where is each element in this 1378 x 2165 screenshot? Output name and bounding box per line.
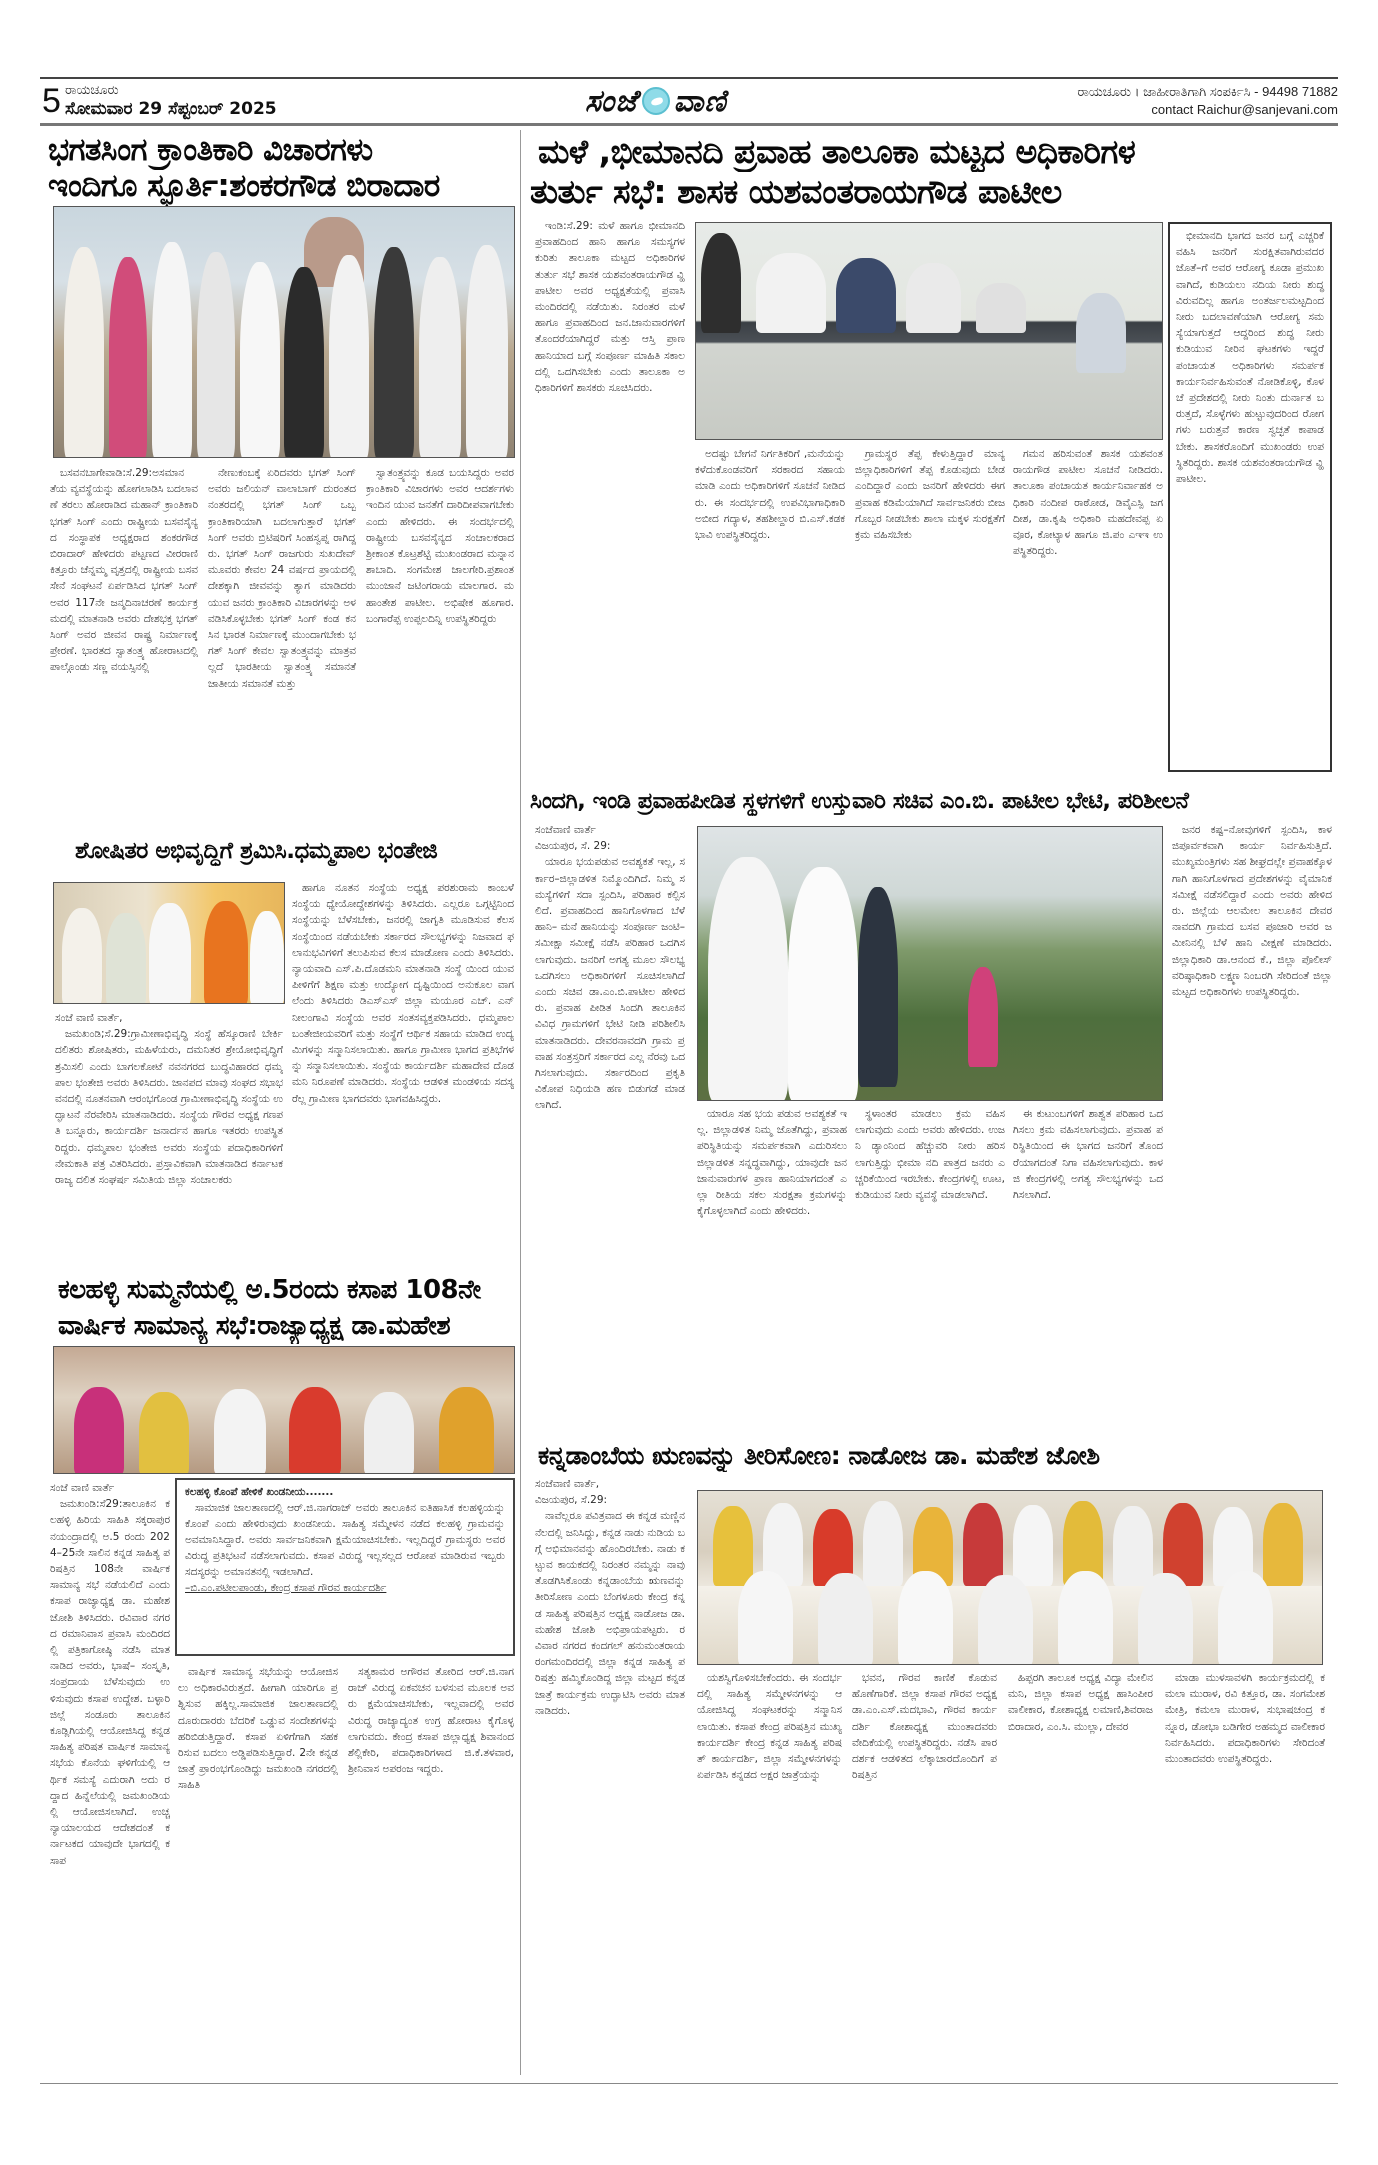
masthead-bottom-rule [40, 123, 1338, 126]
article-photo-kasapa-press-meet [53, 1346, 515, 1474]
edition-date: ಸೋಮವಾರ 29 ಸೆಪ್ಟಂಬರ್ 2025 [65, 99, 277, 119]
contact-email: contact Raichur@sanjevani.com [1151, 102, 1338, 117]
article-body-kasapa-col2: ವಾರ್ಷಿಕ ಸಾಮಾನ್ಯ ಸಭೆಯನ್ನು ಆಯೋಜಿಸಲು ಅಧಿಕಾರವಿರುತ್ತದೆ. ಹೀಗಾಗಿ ಯಾರಿಗೂ ಪ್ರಶ್ನಿಸುವ ಹಕ್ಕಿಲ್ಲ.ಸಾಮಾಜಿಕ ಜಾಲತಾಣದಲ್ಲಿ ದೂರುದಾರರು ಬೆದರಿಕೆ ಒಡ್ಡುವ ಸಂದೇಶಗಳನ್ನು ಹರಿಬಿಡುತ್ತಿದ್ದಾರೆ. ಕಸಾಪ ಏಳಿಗೆಗಾಗಿ ಸಹಕರಿಸುವ ಬದಲು ಅಡ್ಡಿಪಡಿಸುತ್ತಿದ್ದಾರೆ. 2ನೇ ಕನ್ನಡ ಜಾತ್ರೆ ಪ್ರಾರಂಭಗೊಂಡಿದ್ದು ಜಮಖಂಡಿ ನಗರದಲ್ಲಿ ಸಾಹಿತಿ [178, 1666, 338, 1792]
logo-text-right: ವಾಣಿ [673, 83, 727, 119]
article-body-kasapa-col3: ಸತ್ಯಕಾಮರ ಅಗೌರವ ತೋರಿದ ಆರ್.ಜಿ.ನಾಗರಾಜ್ ವಿರುದ್ಧ ಏಕವಚನ ಬಳಸುವ ಮೂಲಕ ಅವರು ಕ್ಷಮೆಯಾಚಿಸಬೇಕು, ಇಲ್ಲವಾದಲ್ಲಿ ಅವರ ವಿರುದ್ಧ ರಾಜ್ಯಾದ್ಯಂತ ಉಗ್ರ ಹೋರಾಟ ಕೈಗೊಳ್ಳಲಾಗುವದು. ಕೇಂದ್ರ ಕಸಾಪ ಜಿಲ್ಲಾಧ್ಯಕ್ಷ ಶಿವಾನಂದ ಶೆಲ್ಲಿಕೇರಿ, ಪದಾಧಿಕಾರಿಗಳಾದ ಜಿ.ಕೆ.ತಳವಾರ, ಶ್ರೀನಿವಾಸ ಅಪರಂಜ ಇದ್ದರು. [348, 1666, 514, 1776]
page-number: 5 [42, 82, 61, 120]
article-body-mahesh-joshi-col5: ಮಾಡಾ ಮುಳಸಾವಳಗಿ ಕಾರ್ಯಕ್ರಮದಲ್ಲಿ ಕಮಲಾ ಮುರಾಳ, ರವಿ ಕಿತ್ತೂರ, ಡಾ. ಸಂಗಮೇಶ ಮೇತ್ರಿ, ಕಮಲಾ ಮುರಾಳ, ಸುಭಾಷಚಂದ್ರ ಕನ್ನೂರ, ಡೋಭಾ ಬಡಿಗೇರ ಅಹಮ್ಮದ ವಾಲೀಕಾರ ನಿರ್ವಹಿಸಿದರು. ಪದಾಧಿಕಾರಿಗಳು ಸೇರಿದಂತೆ ಮುಂತಾದವರು ಉಪಸ್ಥಿತರಿದ್ದರು. [1165, 1672, 1325, 1766]
article-headline-mahesh-joshi: ಕನ್ನಡಾಂಬೆಯ ಋಣವನ್ನು ತೀರಿಸೋಣ: ನಾಡೋಜ ಡಾ. ಮಹೇಶ ಜೋಶಿ [538, 1441, 1100, 1470]
article-body-dhammapala-col1: ಸಂಜೆ ವಾಣಿ ವಾರ್ತೆ, ಜಮಖಂಡಿ;ಸೆ.29:ಗ್ರಾಮೀಣಾಭಿವೃದ್ಧಿ ಸಂಸ್ಥೆ ಹೆಸ್ಕೂರಾಣಿ ಬೇರ್ಕಿ ದಲಿತರು ಶೋಷಿತರು, ಮಹಿಳೆಯರು, ದಮನಿತರ ಶ್ರೇಯೋಭಿವೃದ್ಧಿಗೆ ಶ್ರಮಿಸಲಿ ಎಂದು ಬಾಗಲಕೋಟೆ ನವನಗರದ ಬುದ್ಧವಿಹಾರದ ಧಮ್ಮಪಾಲ ಭಂತೇಜಿ ಅವರು ತಿಳಿಸಿದರು. ಜಾನಪದ ಮಾವು ಸಂಘದ ಸಭಾಭವನದಲ್ಲಿ ನೂತನವಾಗಿ ಆರಂಭಗೊಂಡ ಗ್ರಾಮೀಣಾಭಿವೃದ್ಧಿ ಸಂಸ್ಥೆಯ ಉದ್ಘಾಟನೆ ನೆರವೇರಿಸಿ ಮಾತನಾಡಿದರು. ಸಂಸ್ಥೆಯ ಗೌರವ ಅಧ್ಯಕ್ಷ ಗಣಪತಿ ಬನ್ನೂರು, ಕಾರ್ಯದರ್ಶಿ ಜನಾರ್ದನ ಹಾಗೂ ಇತರರು ಉಪಸ್ಥಿತರಿದ್ದರು. ಧಮ್ಮಪಾಲ ಭಂತೇಜಿ ಅವರು ಸಂಸ್ಥೆಯ ಪದಾಧಿಕಾರಿಗಳಿಗೆ ನೇಮಕಾತಿ ಪತ್ರ ವಿತರಿಸಿದರು. ಪ್ರಸ್ತಾವಿಕವಾಗಿ ಮಾತನಾಡಿದ ಕರ್ನಾಟಕ ರಾಜ್ಯ ದಲಿತ ಸಂಘರ್ಷ ಸಮಿತಿಯ ಜಿಲ್ಲಾ ಸಂಚಾಲಕರು [55, 1012, 283, 1187]
article-place-date: ವಿಜಯಪುರ, ಸೆ. 29: [535, 840, 611, 853]
article-body-flood-meeting-col4: ಗಮನ ಹರಿಸುವಂತೆ ಶಾಸಕ ಯಶವಂತರಾಯಗೌಡ ಪಾಟೀಲ ಸೂಚನೆ ನೀಡಿದರು. ತಾಲೂಕಾ ಪಂಚಾಯತ ಕಾರ್ಯನಿರ್ವಾಹಕ ಅಧಿಕಾರಿ ನಂದೀಪ ರಾಠೋಡ, ಡಿವೈಎಸ್ಪಿ ಜಗದೀಶ, ಡಾ.ಕೃಷಿ ಅಧಿಕಾರಿ ಮಹದೇವಪ್ಪ ಏವೂರ, ಕೋಟ್ಯಾಳ ಹಾಗೂ ಜಿ.ಪಂ ಎಇಇ ಉಪಸ್ಥಿತರಿದ್ದರು. [1013, 448, 1163, 558]
article-body-dhammapala-col2: ಹಾಗೂ ನೂತನ ಸಂಸ್ಥೆಯ ಅಧ್ಯಕ್ಷ ಪರಶುರಾಮ ಕಾಂಬಳೆ ಸಂಸ್ಥೆಯ ಧ್ಯೇಯೋದ್ದೇಶಗಳನ್ನು ತಿಳಿಸಿದರು. ಎಲ್ಲರೂ ಒಗ್ಗಟ್ಟಿನಿಂದ ಸಂಸ್ಥೆಯನ್ನು ಬೆಳೆಸಬೇಕು, ಜನರಲ್ಲಿ ಜಾಗೃತಿ ಮೂಡಿಸುವ ಕೆಲಸ ಸಂಸ್ಥೆಯಿಂದ ನಡೆಯಬೇಕು ಸರ್ಕಾರದ ಸೌಲಭ್ಯಗಳನ್ನು ನಿಜವಾದ ಫಲಾನುಭವಿಗಳಿಗೆ ತಲುಪಿಸುವ ಕೆಲಸ ಮಾಡೋಣ ಎಂದು ತಿಳಿಸಿದರು. ನ್ಯಾಯವಾದಿ ಎಸ್.ಪಿ.ದೊಡಮನಿ ಮಾತನಾಡಿ ಸಂಸ್ಥೆ ಯಿಂದ ಯುವ ಪೀಳಿಗೆಗೆ ಶಿಕ್ಷಣ ಮತ್ತು ಉದ್ಯೋಗ ದೃಷ್ಟಿಯಿಂದ ಅನುಕೂಲ ವಾಗಲೆಂದು ತಿಳಿಸಿದರು ಡಿಎಸ್‌ಎಸ್ ಜಿಲ್ಲಾ ಮಯೂರ ಎಚ್. ಎನ್ ನೀಲಂಗಾವಿ ಸಂಸ್ಥೆಯ ಅವರ ಸಂತಸವ್ಯಕ್ತಪಡಿಸಿದರು. ಧಮ್ಮಪಾಲ ಬಂತೇಜೀಯವರಿಗೆ ಮತ್ತು ಸಂಸ್ಥೆಗೆ ಆರ್ಥಿಕ ಸಹಾಯ ಮಾಡಿದ ಉದ್ಯಮಿಗಳನ್ನು ಸನ್ಮಾನಿಸಲಾಯಿತು. ಹಾಗೂ ಗ್ರಾಮೀಣ ಭಾಗದ ಪ್ರತಿಭೆಗಳನ್ನು ಸನ್ಮಾನಿಸಲಾಯಿತು. ಸಂಸ್ಥೆಯ ಕಾರ್ಯದರ್ಶಿ ಮಹಾದೇವ ದೊಡಮನಿ ನಿರೂಪಣೆ ಮಾಡಿದರು. ಸಂಸ್ಥೆಯ ಆಡಳಿತ ಮಂಡಳಿಯ ಸದಸ್ಯರೆಲ್ಲ ಗ್ರಾಮೀಣ ಭಾಗದವರು ಭಾಗವಹಿಸಿದ್ದರು. [292, 882, 514, 1105]
article-dateline: ಸಂಜೆವಾಣಿ ವಾರ್ತೆ, [535, 1478, 600, 1490]
article-body-mb-patil-col4: ಈ ಕುಟುಂಬಗಳಿಗೆ ಶಾಶ್ವತ ಪರಿಹಾರ ಒದಗಿಸಲು ಕ್ರಮ ವಹಿಸಲಾಗುವುದು. ಪ್ರವಾಹ ಪರಿಸ್ಥಿತಿಯಿಂದ ಈ ಭಾಗದ ಜನರಿಗೆ ತೊಂದರೆಯಾಗದಂತೆ ನಿಗಾ ವಹಿಸಲಾಗುವುದು. ಕಾಳಜಿ ಕೇಂದ್ರಗಳಲ್ಲಿ ಅಗತ್ಯ ಸೌಲಭ್ಯಗಳನ್ನು ಒದಗಿಸಲಾಗಿದೆ. [1013, 1108, 1163, 1202]
article-body-mb-patil-col5: ಜನರ ಕಷ್ಟ–ನೋವುಗಳಿಗೆ ಸ್ಪಂದಿಸಿ, ಕಾಳಜಿಪೂರ್ವಕವಾಗಿ ಕಾರ್ಯ ನಿರ್ವಹಿಸುತ್ತಿದೆ. ಮುಖ್ಯಮಂತ್ರಿಗಳು ಸಹ ಶೀಘ್ರದಲ್ಲೇ ಪ್ರವಾಹಕ್ಕೊಳಗಾಗಿ ಹಾನಿಗೊಳಗಾದ ಪ್ರದೇಶಗಳನ್ನು ವೈಮಾನಿಕ ಸಮೀಕ್ಷೆ ನಡೆಸಲಿದ್ದಾರೆ ಎಂದು ಅವರು ಹೇಳಿದರು. ಜಿಲ್ಲೆಯ ಆಲಮೇಲ ತಾಲೂಕಿನ ದೇವರ ನಾವದಗಿ ಗ್ರಾಮದ ಬಸವ ಪೂಜಾರಿ ಅವರ ಜಮೀನಿನಲ್ಲಿ ಬೆಳೆ ಹಾನಿ ವೀಕ್ಷಣೆ ಮಾಡಿದರು. ಜಿಲ್ಲಾಧಿಕಾರಿ ಡಾ.ಆನಂದ ಕೆ., ಜಿಲ್ಲಾ ಪೊಲೀಸ್ ವರಿಷ್ಠಾಧಿಕಾರಿ ಲಕ್ಷ್ಮಣ ನಿಂಬರಗಿ ಸೇರಿದಂತೆ ಜಿಲ್ಲಾ ಮಟ್ಟದ ಅಧಿಕಾರಿಗಳು ಉಪಸ್ಥಿತರಿದ್ದರು. [1172, 824, 1332, 999]
advertising-contact: ರಾಯಚೂರು । ಜಾಹೀರಾತಿಗಾಗಿ ಸಂಪರ್ಕಿಸಿ - 94498 71882 [1077, 84, 1338, 99]
flood-meeting-sidebar-box: ಭೀಮಾನದಿ ಭಾಗದ ಜನರ ಬಗ್ಗೆ ಎಚ್ಚರಿಕೆ ವಹಿಸಿ ಜನರಿಗೆ ಸುರಕ್ಷಿತವಾಗಿರುವದರ ಜೊತೆ–ಗೆ ಅವರ ಆರೋಗ್ಯ ಕೂಡಾ ಪ್ರಮುಖವಾಗಿದೆ, ಕುಡಿಯಲು ನದಿಯ ನೀರು ಶುದ್ಧವಿರುವದಿಲ್ಲ ಹಾಗೂ ಅಂತರ್ಜಲಮಟ್ಟದಿಂದ ನೀರು ಬದಲಾವಣೆಯಾಗಿ ಆರೋಗ್ಯ ಸಮಸ್ಯೆಯಾಗುತ್ತದೆ ಆದ್ದರಿಂದ ಶುದ್ಧ ನೀರು ಕುಡಿಯುವ ನೀರಿನ ಘಟಕಗಳು ಇದ್ದರೆ ಪಂಚಾಯತ ಅಧಿಕಾರಿಗಳು ಸಮರ್ಪಕ ಕಾರ್ಯನಿರ್ವಹಿಸುವಂತೆ ನೋಡಿಕೊಳ್ಳಿ, ಕೊಳಚೆ ಪ್ರದೇಶದಲ್ಲಿ ನೀರು ನಿಂತು ದುರ್ನಾತ ಬರುತ್ತದೆ, ಸೊಳ್ಳೆಗಳು ಹುಟ್ಟುವುದರಿಂದ ರೋಗಗಳು ಬರುತ್ತವೆ ಕಾರಣ ಸ್ವಚ್ಛತೆ ಕಾಪಾಡಬೇಕು. ಶಾಸಕರೊಂದಿಗೆ ಮುಖಂಡರು ಉಪಸ್ಥಿತರಿದ್ದರು. ಶಾಸಕ ಯಶವಂತರಾಯಗೌಡ ವ್ಹಿ ಪಾಟೀಲ. [1168, 222, 1332, 772]
article-body-flood-meeting-col3: ಗ್ರಾಮಸ್ಥರ ತೆಪ್ಪ ಕೇಳುತ್ತಿದ್ದಾರೆ ಮಾನ್ಯ ಜಿಲ್ಲಾಧಿಕಾರಿಗಳಿಗೆ ತೆಪ್ಪ ಕೊಡುವುದು ಬೇಡ ಎಂದಿದ್ದಾರೆ ಎಂದು ಜನರಿಗೆ ಹೇಳಿದರು ಈಗ ಪ್ರವಾಹ ಕಡಿಮೆಯಾಗಿದೆ ಸಾರ್ವಜನಿಕರು ಬೀಜ ಗೊಬ್ಬರ ನೀಡಬೇಕು ಶಾಲಾ ಮಕ್ಕಳ ಸುರಕ್ಷತೆಗೆ ಕ್ರಮ ವಹಿಸಬೇಕು [855, 448, 1005, 542]
article-body-mahesh-joshi-col4: ಹಿಪ್ಪರಗಿ ತಾಲೂಕ ಅಧ್ಯಕ್ಷ ವಿದ್ಯಾ ಮೇಲಿನಮನಿ, ಜಿಲ್ಲಾ ಕಸಾಪ ಅಧ್ಯಕ್ಷ ಹಾಸಿಂಪೀರ ವಾಲೀಕಾರ, ಕೋಶಾಧ್ಯಕ್ಷ ಲಮಾಣಿ,ಶಿವರಾಜ ಬಿರಾದಾರ, ಎಂ.ಸಿ. ಮುಲ್ಲಾ, ದೇವರ [1008, 1672, 1153, 1733]
article-body-bhagat-singh-col2: ನೇಣುಕಂಬಕ್ಕೆ ಏರಿದವರು ಭಗತ್ ಸಿಂಗ್ ಅವರು ಜಲಿಯನ್ ವಾಲಾಬಾಗ್ ದುರಂತದ ನಂತರದಲ್ಲಿ ಭಗತ್ ಸಿಂಗ್ ಒಬ್ಬ ಕ್ರಾಂತಿಕಾರಿಯಾಗಿ ಬದಲಾಗುತ್ತಾರೆ ಭಗತ್ ಸಿಂಗ್ ಅವರು ಬ್ರಿಟಿಷರಿಗೆ ಸಿಂಹಸ್ವಪ್ನ ರಾಗಿದ್ದರು. ಭಗತ್ ಸಿಂಗ್ ರಾಜಗುರು ಸುಖದೇವ್ ಮೂವರು ಕೇವಲ 24 ವರ್ಷದ ಪ್ರಾಯದಲ್ಲಿ ದೇಶಕ್ಕಾಗಿ ಜೀವವನ್ನು ತ್ಯಾಗ ಮಾಡಿದರು ಯುವ ಜನರು ಕ್ರಾಂತಿಕಾರಿ ವಿಚಾರಗಳನ್ನು ಅಳವಡಿಸಿಕೊಳ್ಳಬೇಕು ಭಗತ್ ಸಿಂಗ್ ಕಂಡ ಕನಸಿನ ಭಾರತ ನಿರ್ಮಾಣಕ್ಕೆ ಮುಂದಾಗಬೇಕು ಭಗತ್ ಸಿಂಗ್ ಕೇವಲ ಸ್ವಾತಂತ್ರ್ಯವನ್ನು ಮಾತ್ರವಲ್ಲದೆ ಭಾರತೀಯ ಸ್ವಾತಂತ್ರ್ಯ ಸಮಾನತೆ ಜಾತೀಯ ಸಮಾನತೆ ಮತ್ತು [208, 467, 356, 690]
article-body-mb-patil-col3: ಸ್ಥಳಾಂತರ ಮಾಡಲು ಕ್ರಮ ವಹಿಸಲಾಗುವುದು ಎಂದು ಅವರು ಹೇಳಿದರು. ಉಜನಿ ಡ್ಯಾಂನಿಂದ ಹೆಚ್ಚುವರಿ ನೀರು ಹರಿಸಲಾಗುತ್ತಿದ್ದು ಭೀಮಾ ನದಿ ಪಾತ್ರದ ಜನರು ಎಚ್ಚರಿಕೆಯಿಂದ ಇರಬೇಕು. ಕೇಂದ್ರಗಳಲ್ಲಿ ಊಟ, ಕುಡಿಯುವ ನೀರು ವ್ಯವಸ್ಥೆ ಮಾಡಲಾಗಿದೆ. [855, 1108, 1005, 1202]
article-headline-flood-meeting-line1: ಮಳೆ ,ಭೀಮಾನದಿ ಪ್ರವಾಹ ತಾಲೂಕಾ ಮಟ್ಟದ ಅಧಿಕಾರಿಗಳ [538, 132, 1136, 171]
page-bottom-rule [40, 2083, 1338, 2084]
kasapa-statement-box [175, 1478, 515, 1656]
article-body-mahesh-joshi-col1: ಸಂಜೆವಾಣಿ ವಾರ್ತೆ, ವಿಜಯಪುರ, ಸೆ.29: ನಾವೆಲ್ಲರೂ ಪವಿತ್ರವಾದ ಈ ಕನ್ನಡ ಮಣ್ಣಿನ ನೆಲದಲ್ಲಿ ಜನಿಸಿದ್ದು, ಕನ್ನಡ ನಾಡು ನುಡಿಯ ಬಗ್ಗೆ ಅಭಿಮಾನವನ್ನು ಹೊಂದಿರಬೇಕು. ನಾಡು ಕಟ್ಟುವ ಕಾಯಕದಲ್ಲಿ ನಿರಂತರ ನಮ್ಮನ್ನು ನಾವು ತೊಡಗಿಸಿಕೊಂಡು ಕನ್ನಡಾಂಬೆಯ ಋಣವನ್ನು ತೀರಿಸೋಣ ಎಂದು ಬೆಂಗಳೂರು ಕೇಂದ್ರ ಕನ್ನಡ ಸಾಹಿತ್ಯ ಪರಿಷತ್ತಿನ ಅಧ್ಯಕ್ಷ ನಾಡೋಜ ಡಾ.ಮಹೇಶ ಜೋಶಿ ಅಭಿಪ್ರಾಯಪಟ್ಟರು. ರವಿವಾರ ನಗರದ ಕಂದಗಲ್ ಹನುಮಂತರಾಯ ರಂಗಮಂದಿರದಲ್ಲಿ ಜಿಲ್ಲಾ ಕನ್ನಡ ಸಾಹಿತ್ಯ ಪರಿಷತ್ತು ಹಮ್ಮಿಕೊಂಡಿದ್ದ ಜಿಲ್ಲಾ ಮಟ್ಟದ ಕನ್ನಡ ಜಾತ್ರೆ ಕಾರ್ಯಕ್ರಮ ಉದ್ಘಾಟಿಸಿ ಅವರು ಮಾತನಾಡಿದರು. [535, 1478, 685, 1717]
article-photo-kannada-jatre-group [697, 1490, 1323, 1665]
article-headline-bhagat-singh-line1: ಭಗತಸಿಂಗ ಕ್ರಾಂತಿಕಾರಿ ವಿಚಾರಗಳು [48, 132, 373, 168]
statement-box-title: ಕಲಹಳ್ಳಿ ಕೊಂಪೆ ಹೇಳಿಕೆ ಖಂಡನೀಯ....... [185, 1486, 334, 1498]
statement-box-signature: –ಬಿ.ಎಂ.ಪಟೀಲಪಾಂಡು, ಕೇಂದ್ರ ಕಸಾಪ ಗೌರವ ಕಾರ್ಯದರ್ಶಿ [185, 1582, 387, 1594]
article-body-mahesh-joshi-col3: ಭವನ, ಗೌರವ ಕಾಣಿಕೆ ಕೊಡುವ ಹೊಣೆಗಾರಿಕೆ. ಜಿಲ್ಲಾ ಕಸಾಪ ಗೌರವ ಅಧ್ಯಕ್ಷ ಡಾ.ಎಂ.ಎಸ್.ಮದಭಾವಿ, ಗೌರವ ಕಾರ್ಯದರ್ಶಿ ಕೋಶಾಧ್ಯಕ್ಷ ಮುಂತಾದವರು ವೇದಿಕೆಯಲ್ಲಿ ಉಪಸ್ಥಿತರಿದ್ದರು. ನಡೆಸಿ ಪಾರದರ್ಶಕ ಆಡಳಿತದ ಲೆಕ್ಕಾಚಾರದೊಂದಿಗೆ ಪರಿಷತ್ತಿನ [852, 1672, 997, 1782]
article-headline-flood-meeting-line2: ತುರ್ತು ಸಭೆ: ಶಾಸಕ ಯಶವಂತರಾಯಗೌಡ ಪಾಟೀಲ [530, 172, 1062, 211]
article-body-kasapa-col1: ಸಂಜೆ ವಾಣಿ ವಾರ್ತೆ ಜಮಖಂಡಿ:ಸೆ29:ತಾಲೂಕಿನ ಕಲಹಳ್ಳಿ ಹಿರಿಯ ಸಾಹಿತಿ ಸಕ್ಕರಾಪುರ ನಯಂದ್ರಾದಲ್ಲಿ ಅ.5 ರಂದು 2024–25ನೇ ಸಾಲಿನ ಕನ್ನಡ ಸಾಹಿತ್ಯ ಪರಿಷತ್ತಿನ 108ನೇ ವಾರ್ಷಿಕ ಸಾಮಾನ್ಯ ಸಭೆ ನಡೆಯಲಿದೆ ಎಂದು ಕಸಾಪ ರಾಜ್ಯಾಧ್ಯಕ್ಷ ಡಾ. ಮಹೇಶ ಜೋಶಿ ತಿಳಿಸಿದರು. ರವಿವಾರ ನಗರದ ರಮಾನಿವಾಸ ಪ್ರವಾಸಿ ಮಂದಿರದಲ್ಲಿ ಪತ್ರಿಕಾಗೋಷ್ಠಿ ನಡೆಸಿ ಮಾತನಾಡಿದ ಅವರು, ಭಾಷೆ– ಸಂಸ್ಕೃತಿ, ಸಂಪ್ರದಾಯ ಬೆಳೆಸುವುದು ಉಳಿಸುವುದು ಕಸಾಪ ಉದ್ದೇಶ. ಬಳ್ಳಾರಿ ಜಿಲ್ಲೆ ಸಂಡೂರು ತಾಲೂಕಿನ ಕೂಡ್ಲಿಗಿಯಲ್ಲಿ ಆಯೋಜಿಸಿದ್ದ ಕನ್ನಡ ಸಾಹಿತ್ಯ ಪರಿಷತ ವಾರ್ಷಿಕ ಸಾಮಾನ್ಯ ಸಭೆಯ ಕೊನೆಯ ಘಳಿಗೆಯಲ್ಲಿ ಆರ್ಥಿಕ ಸಮಸ್ಯೆ ಎದುರಾಗಿ ಅದು ರದ್ದಾದ ಹಿನ್ನೆಲೆಯಲ್ಲಿ ಜಮಖಂಡಿಯಲ್ಲಿ ಆಯೋಜಿಸಲಾಗಿದೆ. ಉಚ್ಚ ನ್ಯಾಯಾಲಯದ ಆದೇಶದಂತೆ ಕರ್ನಾಟಕದ ಯಾವುದೇ ಭಾಗದಲ್ಲಿ ಕಸಾಪ [50, 1482, 170, 1867]
newspaper-logo [585, 80, 727, 122]
dove-icon [642, 87, 670, 115]
article-body-mb-patil-col2: ಯಾರೂ ಸಹ ಭಯ ಪಡುವ ಅವಶ್ಯಕತೆ ಇಲ್ಲ. ಜಿಲ್ಲಾಡಳಿತ ನಿಮ್ಮ ಜೊತೆಗಿದ್ದು, ಪ್ರವಾಹ ಪರಿಸ್ಥಿತಿಯನ್ನು ಸಮರ್ಪಕವಾಗಿ ಎದುರಿಸಲು ಜಿಲ್ಲಾಡಳಿತ ಸನ್ನದ್ಧವಾಗಿದ್ದು, ಯಾವುದೇ ಜನ ಜಾನುವಾರುಗಳ ಪ್ರಾಣ ಹಾನಿಯಾಗದಂತೆ ಎಲ್ಲಾ ರೀತಿಯ ಸಕಲ ಸುರಕ್ಷತಾ ಕ್ರಮಗಳನ್ನು ಕೈಗೊಳ್ಳಲಾಗಿದೆ ಎಂದು ಹೇಳಿದರು. [697, 1108, 847, 1218]
article-photo-bhagat-singh-group [53, 206, 515, 458]
article-headline-dhammapala: ಶೋಷಿತರ ಅಭಿವೃದ್ಧಿಗೆ ಶ್ರಮಿಸಿ.ಧಮ್ಮಪಾಲ ಭಂತೇಜಿ [75, 838, 438, 864]
article-body-bhagat-singh-col1: ಬಸವನಬಾಗೇವಾಡಿ:ಸೆ.29:ಅಸಮಾನತೆಯ ವ್ಯವಸ್ಥೆಯನ್ನು ಹೋಗಲಾಡಿಸಿ ಬದಲಾವಣೆ ತರಲು ಹೋರಾಡಿದ ಮಹಾನ್ ಕ್ರಾಂತಿಕಾರಿ ಭಗತ್ ಸಿಂಗ್ ಎಂದು ರಾಷ್ಟ್ರೀಯ ಬಸವಸೈನ್ಯದ ಸಂಸ್ಥಾಪಕ ಅಧ್ಯಕ್ಷರಾದ ಶಂಕರಗೌಡ ಬಿರಾದಾರ್ ಹೇಳಿದರು ಪಟ್ಟಣದ ವೀರರಾಣಿ ಕಿತ್ತೂರು ಚೆನ್ನಮ್ಮ ವೃತ್ತದಲ್ಲಿ ರಾಷ್ಟ್ರೀಯ ಬಸವ ಸೇನೆ ಸಂಘಟನೆ ಏರ್ಪಡಿಸಿದ ಭಗತ್ ಸಿಂಗ್ ಅವರ 117ನೇ ಜನ್ಮದಿನಾಚರಣೆ ಕಾರ್ಯಕ್ರಮದಲ್ಲಿ ಮಾತನಾಡಿ ಅವರು ದೇಶಭಕ್ತ ಭಗತ್ ಸಿಂಗ್ ಅವರ ಜೀವನ ರಾಷ್ಟ್ರ ನಿರ್ಮಾಣಕ್ಕೆ ಪ್ರೇರಣೆ. ಭಾರತದ ಸ್ವಾತಂತ್ರ್ಯ ಹೋರಾಟದಲ್ಲಿ ಪಾಲ್ಗೊಂಡು ಸಣ್ಣ ವಯಸ್ಸಿನಲ್ಲಿ [50, 467, 198, 674]
article-photo-flood-meeting [695, 222, 1163, 440]
article-body-bhagat-singh-col3: ಸ್ವಾತಂತ್ರ್ಯವನ್ನು ಕೂಡ ಬಯಸಿದ್ದರು ಅವರ ಕ್ರಾಂತಿಕಾರಿ ವಿಚಾರಗಳು ಅವರ ಆದರ್ಶಗಳು ಇಂದಿನ ಯುವ ಜನತೆಗೆ ದಾರಿದೀಪವಾಗಬೇಕು ಎಂದು ಹೇಳಿದರು. ಈ ಸಂದರ್ಭದಲ್ಲಿ ರಾಷ್ಟ್ರೀಯ ಬಸವಸೈನ್ಯದ ಸಂಚಾಲಕರಾದ ಶ್ರೀಕಾಂತ ಕೊಟ್ರಶೆಟ್ಟಿ ಮುಖಂಡರಾದ ಮನ್ನಾನ ಶಾಬಾದಿ. ಸಂಗಮೇಶ ಜಾಲಗೇರಿ.ಪ್ರಶಾಂತ ಮುಂಜಾನೆ ಜಟಿಂಗರಾಯ ಮಾಲಗಾರ. ಮಹಾಂತೇಶ ಪಾಟೀಲ. ಅಭಿಷೇಕ ಹೂಗಾರ. ಬಂಗಾರೆಪ್ಪ ಉಪ್ಪಲದಿನ್ನಿ ಉಪಸ್ಥಿತರಿದ್ದರು [366, 467, 514, 625]
article-body-mb-patil-col1: ಸಂಜೆವಾಣಿ ವಾರ್ತೆ ವಿಜಯಪುರ, ಸೆ. 29: ಯಾರೂ ಭಯಪಡುವ ಅವಶ್ಯಕತೆ ಇಲ್ಲ, ಸರ್ಕಾರ–ಜಿಲ್ಲಾಡಳಿತ ನಿಮ್ಮೊಂದಿಗಿದೆ. ನಿಮ್ಮ ಸಮಸ್ಯೆಗಳಿಗೆ ಸದಾ ಸ್ಪಂದಿಸಿ, ಪರಿಹಾರ ಕಲ್ಪಿಸಲಿದೆ. ಪ್ರವಾಹದಿಂದ ಹಾನಿಗೊಳಗಾದ ಬೆಳೆ ಹಾನಿ– ಮನೆ ಹಾನಿಯನ್ನು ಸಂಪೂರ್ಣ ಜಂಟಿ–ಸಮೀಕ್ಷಾ ಸಮೀಕ್ಷೆ ನಡೆಸಿ ಪರಿಹಾರ ಒದಗಿಸಲಾಗುವುದು. ಜನರಿಗೆ ಅಗತ್ಯ ಮೂಲ ಸೌಲಭ್ಯ ಒದಗಿಸಲು ಅಧಿಕಾರಿಗಳಿಗೆ ಸೂಚಿಸಲಾಗಿದೆ ಎಂದು ಸಚಿವ ಡಾ.ಎಂ.ಬಿ.ಪಾಟೀಲ ಹೇಳಿದರು. ಪ್ರವಾಹ ಪೀಡಿತ ಸಿಂದಗಿ ತಾಲೂಕಿನ ವಿವಿಧ ಗ್ರಾಮಗಳಿಗೆ ಭೇಟಿ ನೀಡಿ ಪರಿಶೀಲಿಸಿ ಮಾತನಾಡಿದರು. ದೇವರನಾವದಗಿ ಗ್ರಾಮ ಪ್ರವಾಹ ಸಂತ್ರಸ್ತರಿಗೆ ಸರ್ಕಾರದ ಎಲ್ಲ ನೆರವು ಒದಗಿಸಲಾಗುವುದು. ಸರ್ಕಾರದಿಂದ ಪ್ರಕೃತಿ ವಿಕೋಪ ನಿಧಿಯಡಿ ಹಣ ಬಿಡುಗಡೆ ಮಾಡಲಾಗಿದೆ. [535, 824, 685, 1112]
article-dateline: ಸಂಜೆ ವಾಣಿ ವಾರ್ತೆ, [55, 1012, 123, 1024]
article-body-mahesh-joshi-col2: ಯಶಸ್ವಿಗೊಳಿಸಬೇಕೆಂದರು. ಈ ಸಂದರ್ಭದಲ್ಲಿ ಸಾಹಿತ್ಯ ಸಮ್ಮೇಳನಗಳನ್ನು ಆಯೋಜಿಸಿದ್ದ ಸಂಘಟಕರನ್ನು ಸನ್ಮಾನಿಸಲಾಯಿತು. ಕಸಾಪ ಕೇಂದ್ರ ಪರಿಷತ್ತಿನ ಮುಖ್ಯ ಕಾರ್ಯದರ್ಶಿ ಕೇಂದ್ರ ಕನ್ನಡ ಸಾಹಿತ್ಯ ಪರಿಷತ್ ಕಾರ್ಯದರ್ಶಿ, ಜಿಲ್ಲಾ ಸಮ್ಮೇಳನಗಳನ್ನು ಏರ್ಪಡಿಸಿ ಕನ್ನಡದ ಅಕ್ಷರ ಜಾತ್ರೆಯನ್ನು [697, 1672, 842, 1782]
article-headline-bhagat-singh-line2: ಇಂದಿಗೂ ಸ್ಫೂರ್ತಿ:ಶಂಕರಗೌಡ ಬಿರಾದಾರ [48, 168, 440, 204]
article-headline-kasapa-line2: ವಾರ್ಷಿಕ ಸಾಮಾನ್ಯ ಸಭೆ:ರಾಜ್ಯಾಧ್ಯಕ್ಷ ಡಾ.ಮಹೇಶ [58, 1311, 451, 1341]
article-headline-kasapa-line1: ಕಲಹಳ್ಳಿ ಸುಮ್ಮನೆಯಲ್ಲಿ ಅ.5ರಂದು ಕಸಾಪ 108ನೇ [58, 1275, 481, 1305]
article-headline-mb-patil-visit: ಸಿಂದಗಿ, ಇಂಡಿ ಪ್ರವಾಹಪೀಡಿತ ಸ್ಥಳಗಳಿಗೆ ಉಸ್ತುವಾರಿ ಸಚಿವ ಎಂ.ಬಿ. ಪಾಟೀಲ ಭೇಟಿ, ಪರಿಶೀಲನೆ [530, 788, 1189, 814]
article-photo-dhammapala-felicitation [53, 882, 285, 1004]
edition-place: ರಾಯಚೂರು [65, 83, 119, 98]
statement-box-text: ಸಾಮಾಜಿಕ ಜಾಲತಾಣದಲ್ಲಿ ಆರ್.ಜಿ.ನಾಗರಾಜ್ ಅವರು ತಾಲೂಕಿನ ಐತಿಹಾಸಿಕ ಕಲಹಳ್ಳಿಯನ್ನು ಕೊಂಪೆ ಎಂದು ಹೇಳಿರುವುದು ಖಂಡನೀಯ. ಸಾಹಿತ್ಯ ಸಮ್ಮೇಳನ ನಡೆದ ಕಲಹಳ್ಳಿ ಗ್ರಾಮವನ್ನು ಅವಮಾನಿಸಿದ್ದಾರೆ. ಅವರು ಸಾರ್ವಜನಿಕವಾಗಿ ಕ್ಷಮೆಯಾಚಿಸಬೇಕು. ಇಲ್ಲದಿದ್ದರೆ ಗ್ರಾಮಸ್ಥರು ಅವರ ವಿರುದ್ಧ ಪ್ರತಿಭಟನೆ ನಡೆಸಲಾಗುವದು. ಕಸಾಪ ವಿರುದ್ಧ ಇಲ್ಲಸಲ್ಲದ ಆರೋಪ ಮಾಡಿರುವ ಇಬ್ಬರು ಸದಸ್ಯರನ್ನು ಅಮಾನತನಲ್ಲಿ ಇಡಲಾಗಿದೆ. [185, 1502, 505, 1578]
article-body-flood-meeting-col2: ಅದಷ್ಟು ಬೇಗನೆ ನಿರ್ಗತಿಕರಿಗೆ ,ಮನೆಯನ್ನು ಕಳೆದುಕೊಂಡವರಿಗೆ ಸರಕಾರದ ಸಹಾಯ ಮಾಡಿ ಎಂದು ಅಧಿಕಾರಿಗಳಿಗೆ ಸೂಚನೆ ನೀಡಿದರು. ಈ ಸಂದರ್ಭದಲ್ಲಿ ಉಪವಿಭಾಗಾಧಿಕಾರಿ ಅಬೀದ ಗದ್ಯಾಳ, ತಹಶೀಲ್ದಾರ ಬಿ.ಎಸ್.ಕಡಕಭಾವಿ ಉಪಸ್ಥಿತರಿದ್ದರು. [695, 448, 845, 542]
article-dateline: ಸಂಜೆ ವಾಣಿ ವಾರ್ತೆ [50, 1482, 115, 1494]
article-place-date: ವಿಜಯಪುರ, ಸೆ.29: [535, 1494, 608, 1507]
section-divider [520, 130, 521, 2075]
article-photo-flood-inspection [697, 826, 1163, 1101]
article-body-flood-meeting-col1: ಇಂಡಿ:ಸೆ.29: ಮಳೆ ಹಾಗೂ ಭೀಮಾನದಿ ಪ್ರವಾಹದಿಂದ ಹಾನಿ ಹಾಗೂ ಸಮಸ್ಯಗಳ ಕುರಿತು ತಾಲೂಕಾ ಮಟ್ಟದ ಅಧಿಕಾರಿಗಳ ತುರ್ತು ಸಭೆ ಶಾಸಕ ಯಶವಂತರಾಯಗೌಡ ವ್ಹಿ ಪಾಟೀಲ ಅವರ ಅಧ್ಯಕ್ಷತೆಯಲ್ಲಿ ಪ್ರವಾಸಿ ಮಂದಿರದಲ್ಲಿ ನಡೆಯಿತು. ನಿರಂತರ ಮಳೆ ಹಾಗೂ ಪ್ರವಾಹದಿಂದ ಜನ.ಜಾನುವಾರಗಳಿಗೆ ತೊಂದರೆಯಾಗಿದ್ದರೆ ಮತ್ತು ಆಸ್ತಿ ಪ್ರಾಣ ಹಾನಿಯಾದ ಬಗ್ಗೆ ಸಂಪೂರ್ಣ ಮಾಹಿತಿ ಸಕಾಲದಲ್ಲಿ ಒದಗಿಸಬೇಕು ಎಂದು ತಾಲೂಕಾ ಅಧಿಕಾರಿಗಳಿಗೆ ಶಾಸಕರು ಸೂಚಿಸಿದರು. [535, 220, 685, 395]
logo-text-left: ಸಂಜೆ [585, 83, 638, 119]
masthead-top-rule [40, 77, 1338, 79]
article-dateline: ಸಂಜೆವಾಣಿ ವಾರ್ತೆ [535, 824, 596, 836]
